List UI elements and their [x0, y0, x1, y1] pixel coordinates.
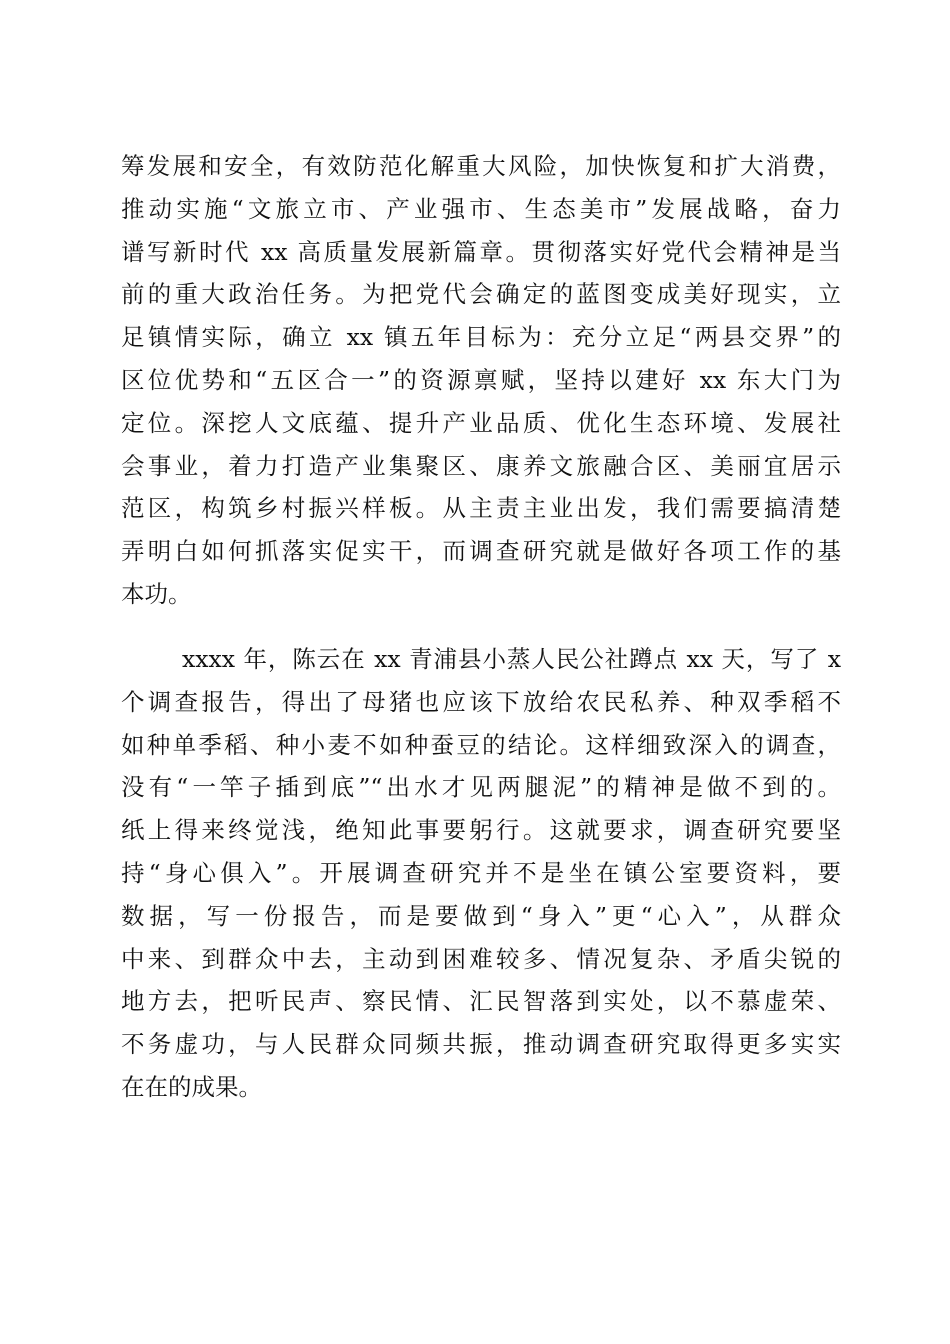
paragraph-line: 会事业，着力打造产业集聚区、康养文旅融合区、美丽宜居示: [121, 451, 841, 480]
paragraph-line: 地方去，把听民声、察民情、汇民智落到实处，以不慕虚荣、: [121, 987, 841, 1016]
paragraph-line: xxxx 年，陈云在 xx 青浦县小蒸人民公社蹲点 xx 天，写了 x: [182, 645, 841, 673]
paragraph-line: 没有“一竿子插到底”“出水才见两腿泥”的精神是做不到的。: [121, 773, 841, 802]
paragraph-line: 不务虚功，与人民群众同频共振，推动调查研究取得更多实实: [121, 1030, 841, 1059]
paragraph-line: 谱写新时代 xx 高质量发展新篇章。贯彻落实好党代会精神是当: [121, 237, 841, 266]
paragraph-1: [121, 145, 841, 616]
paragraph-line: 足镇情实际，确立 xx 镇五年目标为：充分立足“两县交界”的: [121, 323, 841, 352]
paragraph-line: 在在的成果。: [121, 1072, 262, 1101]
paragraph-2: [121, 638, 841, 1109]
paragraph-line: 筹发展和安全，有效防范化解重大风险，加快恢复和扩大消费，: [121, 152, 841, 180]
paragraph-line: 前的重大政治任务。为把党代会确定的蓝图变成美好现实，立: [121, 280, 841, 309]
paragraph-line: 推动实施“文旅立市、产业强市、生态美市”发展战略，奋力: [121, 194, 841, 223]
paragraph-line: 区位优势和“五区合一”的资源禀赋，坚持以建好 xx 东大门为: [121, 365, 841, 394]
paragraph-line: 弄明白如何抓落实促实干，而调查研究就是做好各项工作的基: [121, 537, 841, 566]
paragraph-line: 个调查报告，得出了母猪也应该下放给农民私养、种双季稻不: [121, 687, 841, 716]
paragraph-line: 如种单季稻、种小麦不如种蚕豆的结论。这样细致深入的调查，: [121, 730, 841, 759]
paragraph-line: 定位。深挖人文底蕴、提升产业品质、优化生态环境、发展社: [121, 408, 841, 437]
paragraph-line: 范区，构筑乡村振兴样板。从主责主业出发，我们需要搞清楚: [121, 494, 841, 523]
paragraph-line: 本功。: [121, 579, 192, 608]
paragraph-line: 纸上得来终觉浅，绝知此事要躬行。这就要求，调查研究要坚: [121, 816, 841, 845]
paragraph-line: 持“身心俱入”。开展调查研究并不是坐在镇公室要资料，要: [121, 858, 841, 887]
paragraph-line: 中来、到群众中去，主动到困难较多、情况复杂、矛盾尖锐的: [121, 944, 841, 973]
paragraph-line: 数据，写一份报告，而是要做到“身入”更“心入”，从群众: [121, 901, 841, 930]
